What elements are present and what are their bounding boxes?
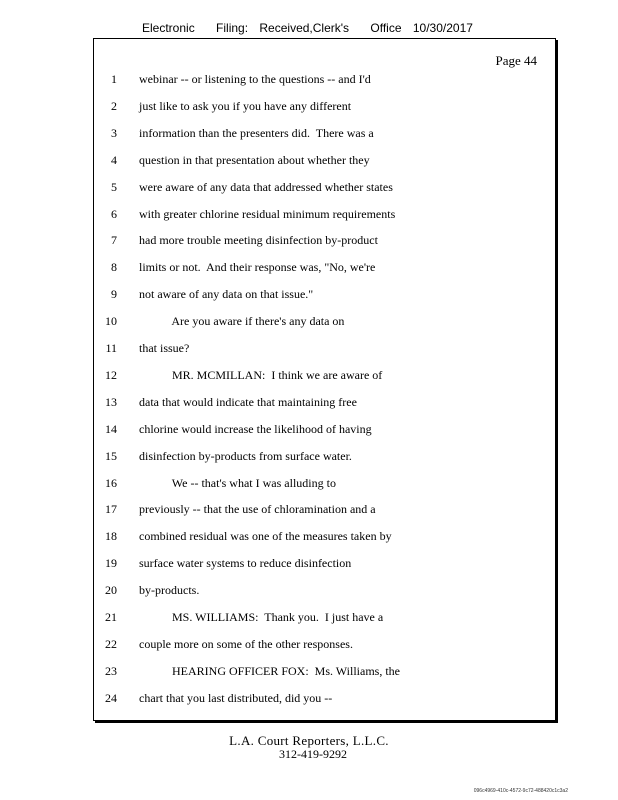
line-number: 23 — [105, 663, 117, 678]
line-number: 14 — [105, 421, 117, 436]
line-number: 21 — [105, 610, 117, 624]
line-text: data that would indicate that maintaining free — [139, 394, 357, 409]
filing-header-part: 10/30/2017 — [412, 21, 473, 35]
line-number: 17 — [105, 502, 117, 517]
line-number: 6 — [111, 206, 117, 221]
line-text: We -- that's what I was alluding to — [139, 475, 336, 490]
line-number: 5 — [111, 179, 117, 194]
line-number: 18 — [105, 529, 117, 544]
filing-header-part: Electronic — [142, 21, 195, 35]
line-text: question in that presentation about whether they — [139, 152, 370, 167]
page-number: Page 44 — [495, 53, 537, 68]
line-text: had more trouble meeting disinfection by-product — [139, 233, 378, 248]
line-number: 4 — [111, 152, 117, 167]
transcript-page — [93, 38, 556, 721]
line-number: 1 — [111, 72, 117, 86]
line-text: were aware of any data that addressed whether states — [139, 179, 393, 194]
line-number: 12 — [105, 367, 117, 382]
filing-header-part: Received,Clerk's — [259, 21, 350, 35]
line-text: combined residual was one of the measures taken by — [139, 529, 392, 544]
line-number: 3 — [111, 125, 117, 140]
line-text: with greater chlorine residual minimum requirements — [139, 206, 396, 221]
line-number: 20 — [105, 583, 117, 598]
filing-header-part: Filing: — [216, 21, 249, 35]
line-number: 9 — [111, 287, 117, 302]
line-text: information than the presenters did. There was a — [139, 125, 374, 140]
line-text: surface water systems to reduce disinfection — [139, 556, 352, 571]
line-number: 2 — [111, 98, 117, 113]
filing-header — [142, 21, 473, 35]
line-number: 24 — [105, 690, 117, 705]
line-text: chlorine would increase the likelihood of having — [139, 421, 372, 436]
line-text: chart that you last distributed, did you -- — [139, 690, 333, 705]
line-text: webinar -- or listening to the questions -- and I'd — [139, 72, 371, 86]
line-text: couple more on some of the other responses. — [139, 636, 353, 651]
document-hash: 096c4969-410c-4572-9c72-488420c1c3a2 — [473, 788, 568, 794]
line-text: Are you aware if there's any data on — [139, 314, 345, 329]
line-number: 11 — [105, 341, 117, 355]
line-number: 7 — [111, 233, 117, 248]
line-number: 13 — [105, 394, 117, 409]
line-text: HEARING OFFICER FOX: Ms. Williams, the — [139, 663, 400, 678]
reporter-company: L.A. Court Reporters, L.L.C. — [229, 733, 389, 748]
line-text: MR. MCMILLAN: I think we are aware of — [139, 367, 383, 382]
line-text: previously -- that the use of chloramination and a — [139, 502, 376, 517]
line-text: disinfection by-products from surface water. — [139, 448, 352, 463]
line-number: 16 — [105, 475, 117, 490]
line-text: MS. WILLIAMS: Thank you. I just have a — [139, 610, 384, 624]
filing-header-part: Office — [370, 21, 402, 35]
line-number: 19 — [105, 556, 117, 571]
line-text: limits or not. And their response was, "No, we're — [139, 260, 376, 275]
line-number: 15 — [105, 448, 117, 463]
line-number: 8 — [111, 260, 117, 275]
line-number: 22 — [105, 636, 117, 651]
line-number: 10 — [105, 314, 117, 329]
line-text: not aware of any data on that issue." — [139, 287, 314, 302]
line-text: just like to ask you if you have any different — [139, 98, 352, 113]
line-text: that issue? — [139, 341, 190, 355]
reporter-phone: 312-419-9292 — [279, 747, 347, 761]
line-text: by-products. — [139, 583, 200, 598]
